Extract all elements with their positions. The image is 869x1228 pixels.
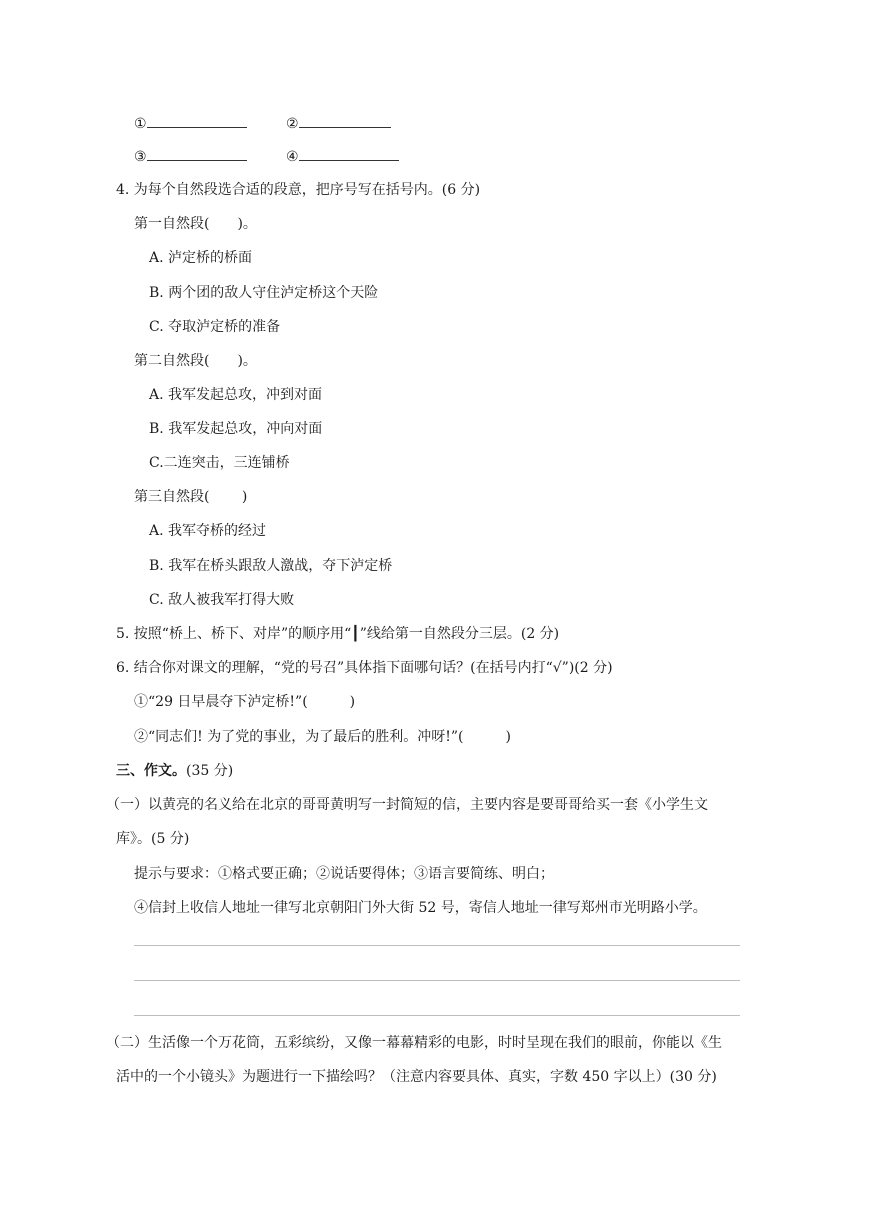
composition-part2-line2: 活中的一个小镜头》为题进行一下描绘吗？（注意内容要具体、真实，字数 450 字以上）(30 分) [116, 1069, 717, 1085]
q4-para3-option-c: C. 敌人被我军打得大败 [149, 592, 295, 608]
q4-title: 4. 为每个自然段选合适的段意，把序号写在括号内。(6 分) [116, 182, 481, 198]
q4-para2-option-a: A. 我军发起总攻，冲到对面 [149, 387, 323, 403]
q4-para2-option-c: C.二连突击，三连铺桥 [149, 455, 290, 471]
blank-1[interactable]: ① [134, 113, 247, 134]
q4-para1-option-c: C. 夺取泸定桥的准备 [149, 319, 281, 335]
section3-score: (35 分) [186, 763, 234, 779]
blank-3[interactable]: ③ [134, 146, 247, 167]
composition-hint-2: ④信封上收信人地址一律写北京朝阳门外大街 52 号，寄信人地址一律写郑州市光明路小学。 [134, 900, 707, 916]
q4-para3-option-b: B. 我军在桥头跟敌人激战，夺下泸定桥 [149, 558, 393, 574]
writing-line-2[interactable] [134, 980, 740, 981]
q4-para1-option-b: B. 两个团的敌人守住泸定桥这个天险 [149, 285, 379, 301]
blank-4[interactable]: ④ [286, 146, 399, 167]
q4-para2-label[interactable]: 第二自然段( )。 [134, 353, 257, 369]
q6-option-1[interactable]: ①“29 日早晨夺下泸定桥!”( ) [134, 694, 356, 710]
q4-para1-option-a: A. 泸定桥的桥面 [149, 250, 253, 266]
q4-para3-label[interactable]: 第三自然段( ) [134, 489, 248, 505]
composition-part1-line1: （一）以黄亮的名义给在北京的哥哥黄明写一封简短的信，主要内容是要哥哥给买一套《小学生文 [106, 797, 708, 813]
q4-para1-label[interactable]: 第一自然段( )。 [134, 216, 257, 232]
q6-title: 6. 结合你对课文的理解，“党的号召”具体指下面哪句话？(在括号内打“√”)(2 分) [116, 660, 613, 676]
composition-part1-line2: 库》。(5 分) [116, 831, 190, 847]
writing-line-3[interactable] [134, 1015, 740, 1016]
section3-heading [116, 761, 233, 781]
q4-para2-option-b: B. 我军发起总攻，冲向对面 [149, 421, 323, 437]
q5-title: 5. 按照“桥上、桥下、对岸”的顺序用“┃”线给第一自然段分三层。(2 分) [116, 626, 560, 642]
blank-2[interactable]: ② [286, 113, 391, 134]
composition-part2-line1: （二）生活像一个万花筒，五彩缤纷，又像一幕幕精彩的电影，时时呈现在我们的眼前，你能以《生 [106, 1035, 722, 1051]
section3-title: 三、作文。 [116, 763, 186, 779]
composition-hint-1: 提示与要求：①格式要正确；②说话要得体；③语言要简练、明白； [134, 866, 554, 882]
q4-para3-option-a: A. 我军夺桥的经过 [149, 523, 267, 539]
writing-line-1[interactable] [134, 945, 740, 946]
q6-option-2[interactable]: ②“同志们! 为了党的事业，为了最后的胜利。冲呀!”( ) [134, 729, 511, 745]
